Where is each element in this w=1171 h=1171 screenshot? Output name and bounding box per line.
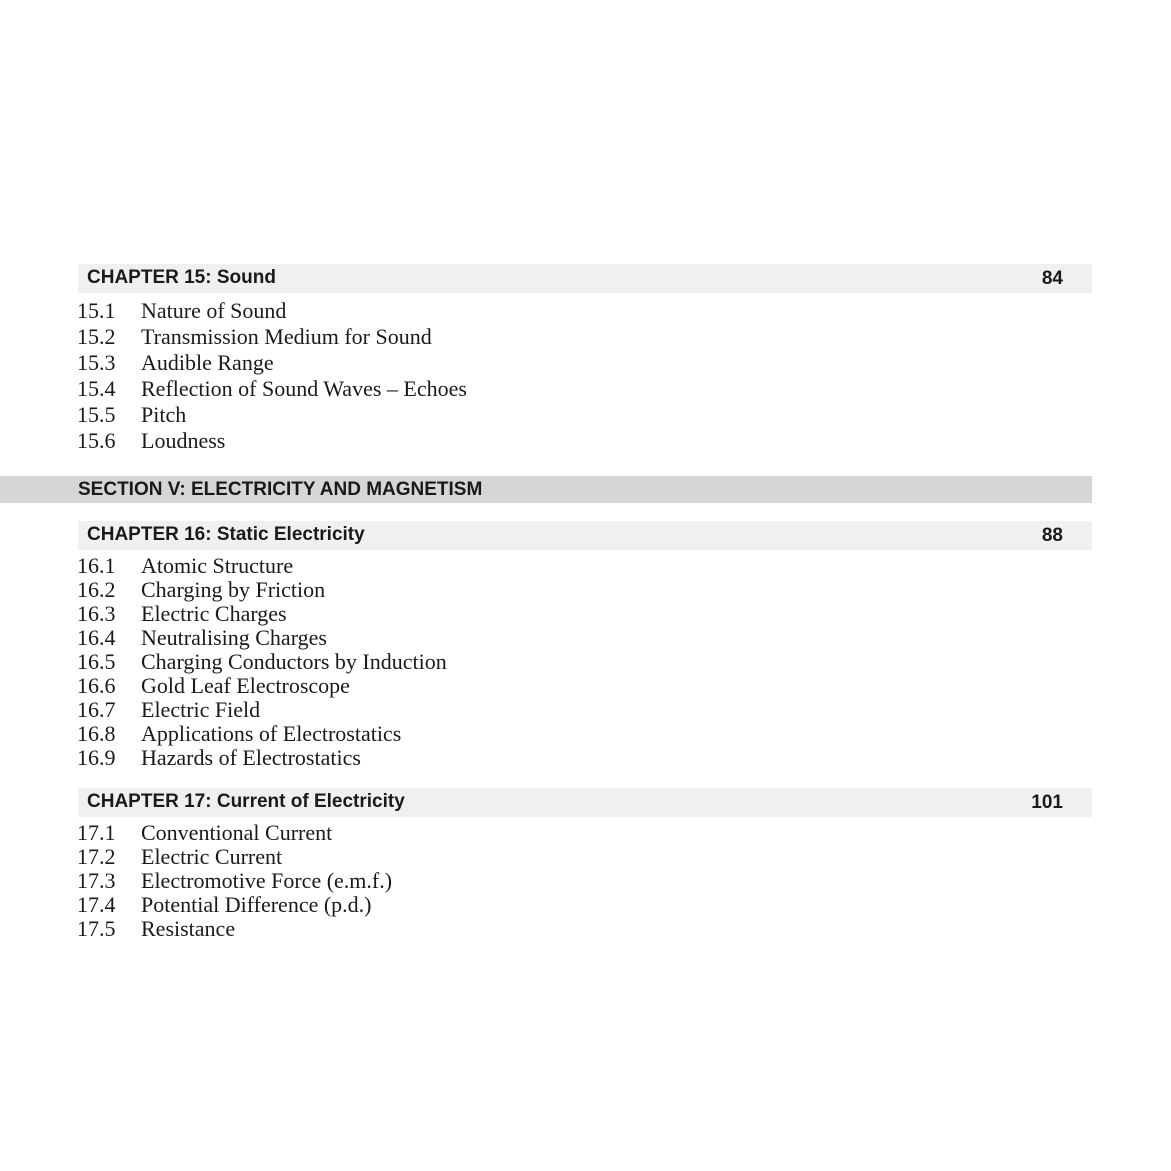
- topic-item[interactable]: [77, 602, 447, 626]
- topic-title: Electric Charges: [141, 601, 287, 626]
- topic-title: Conventional Current: [141, 820, 333, 845]
- topic-number: 15.6: [77, 428, 116, 453]
- topic-item[interactable]: [77, 845, 392, 869]
- topic-title: Nature of Sound: [141, 298, 287, 323]
- topic-title: Hazards of Electrostatics: [141, 745, 361, 770]
- topic-number: 17.2: [77, 844, 116, 869]
- topic-item[interactable]: [77, 350, 467, 376]
- topic-number: 15.3: [77, 350, 116, 375]
- topic-item[interactable]: [77, 554, 447, 578]
- topic-item[interactable]: [77, 917, 392, 941]
- topic-title: Applications of Electrostatics: [141, 721, 402, 746]
- chapter-page-number: 84: [1041, 268, 1063, 289]
- topic-item[interactable]: [77, 722, 447, 746]
- topic-number: 16.3: [77, 601, 116, 626]
- topic-item[interactable]: [77, 626, 447, 650]
- topic-item[interactable]: [77, 298, 467, 324]
- topic-title: Reflection of Sound Waves – Echoes: [141, 376, 467, 401]
- topic-number: 16.9: [77, 745, 116, 770]
- chapter-17-topics: [77, 821, 392, 941]
- chapter-15-header[interactable]: [78, 264, 1092, 293]
- topic-number: 16.1: [77, 553, 116, 578]
- topic-item[interactable]: [77, 893, 392, 917]
- topic-title: Pitch: [141, 402, 187, 427]
- topic-title: Transmission Medium for Sound: [141, 324, 432, 349]
- topic-item[interactable]: [77, 821, 392, 845]
- topic-number: 16.8: [77, 721, 116, 746]
- topic-number: 16.4: [77, 625, 116, 650]
- topic-item[interactable]: [77, 869, 392, 893]
- chapter-title: CHAPTER 17: Current of Electricity: [87, 791, 405, 812]
- chapter-16-header[interactable]: [78, 521, 1092, 550]
- topic-title: Gold Leaf Electroscope: [141, 673, 350, 698]
- topic-title: Resistance: [141, 916, 236, 941]
- topic-title: Loudness: [141, 428, 226, 453]
- section-title: SECTION V: ELECTRICITY AND MAGNETISM: [78, 479, 483, 500]
- topic-item[interactable]: [77, 674, 447, 698]
- topic-item[interactable]: [77, 402, 467, 428]
- topic-item[interactable]: [77, 324, 467, 350]
- topic-title: Charging Conductors by Induction: [141, 649, 447, 674]
- topic-number: 15.4: [77, 376, 116, 401]
- topic-number: 16.7: [77, 697, 116, 722]
- topic-item[interactable]: [77, 746, 447, 770]
- chapter-title: CHAPTER 16: Static Electricity: [87, 524, 365, 545]
- topic-title: Neutralising Charges: [141, 625, 327, 650]
- topic-title: Electric Field: [141, 697, 261, 722]
- chapter-page-number: 101: [1031, 792, 1063, 813]
- topic-item[interactable]: [77, 578, 447, 602]
- chapter-15-topics: [77, 298, 467, 454]
- topic-title: Potential Difference (p.d.): [141, 892, 372, 917]
- topic-title: Charging by Friction: [141, 577, 326, 602]
- chapter-17-header[interactable]: [78, 788, 1092, 817]
- topic-item[interactable]: [77, 428, 467, 454]
- topic-title: Electromotive Force (e.m.f.): [141, 868, 393, 893]
- topic-title: Electric Current: [141, 844, 283, 869]
- topic-item[interactable]: [77, 376, 467, 402]
- topic-item[interactable]: [77, 650, 447, 674]
- topic-number: 16.6: [77, 673, 116, 698]
- topic-title: Atomic Structure: [141, 553, 294, 578]
- topic-number: 15.2: [77, 324, 116, 349]
- topic-number: 16.2: [77, 577, 116, 602]
- topic-number: 16.5: [77, 649, 116, 674]
- topic-number: 15.1: [77, 298, 116, 323]
- topic-item[interactable]: [77, 698, 447, 722]
- chapter-16-topics: [77, 554, 447, 770]
- section-5-header: [0, 476, 1092, 503]
- topic-number: 17.5: [77, 916, 116, 941]
- topic-number: 17.4: [77, 892, 116, 917]
- topic-title: Audible Range: [141, 350, 274, 375]
- topic-number: 15.5: [77, 402, 116, 427]
- chapter-page-number: 88: [1041, 525, 1063, 546]
- topic-number: 17.3: [77, 868, 116, 893]
- chapter-title: CHAPTER 15: Sound: [87, 267, 276, 288]
- topic-number: 17.1: [77, 820, 116, 845]
